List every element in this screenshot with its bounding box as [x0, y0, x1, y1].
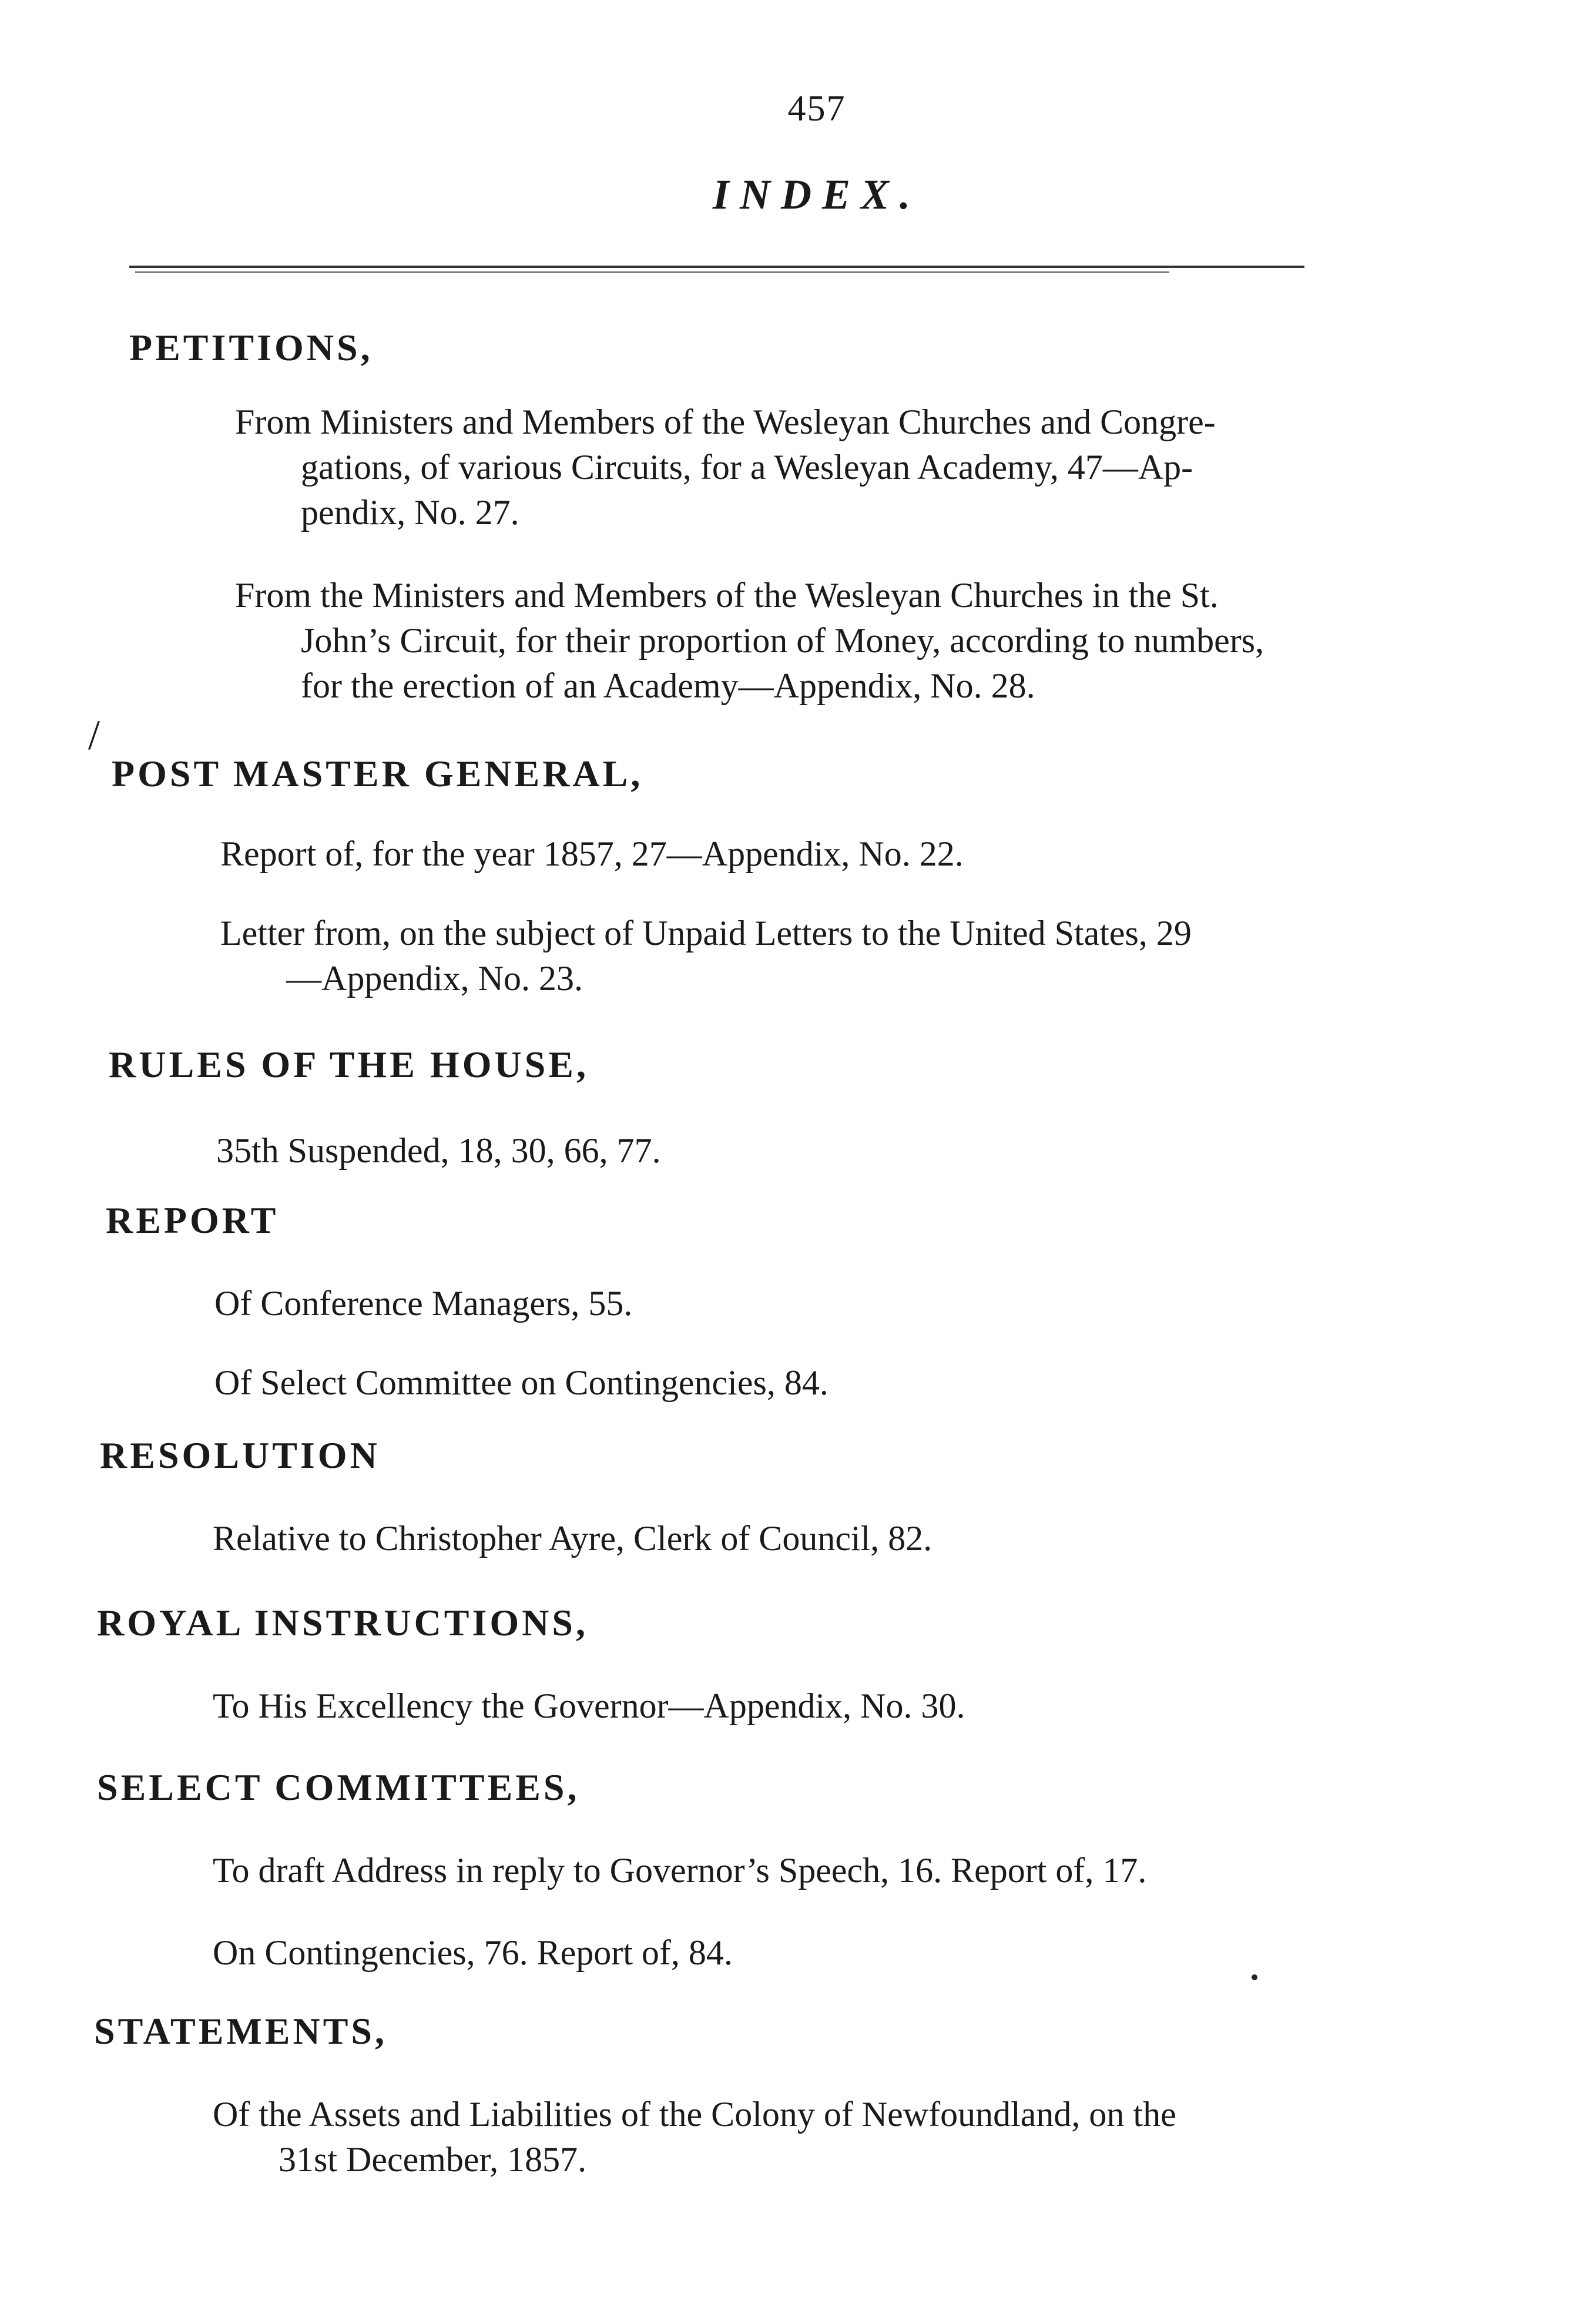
index-entry: [213, 1516, 932, 1561]
section-heading-statements: STATEMENTS,: [94, 2010, 387, 2052]
entry-line: On Contingencies, 76. Report of, 84.: [213, 1933, 733, 1972]
title-rule: [129, 266, 1304, 268]
entry-line: Relative to Christopher Ayre, Clerk of Council, 82.: [213, 1519, 932, 1558]
index-entry: [216, 1128, 661, 1173]
index-entry: [213, 1848, 1146, 1893]
index-entry: [235, 400, 1216, 535]
entry-line: gations, of various Circuits, for a Wesleyan Academy, 47—Ap-: [301, 448, 1193, 487]
entry-line: Report of, for the year 1857, 27—Appendix, No. 22.: [220, 834, 964, 873]
section-heading-rules-of-the-house: RULES OF THE HOUSE,: [109, 1044, 589, 1085]
entry-line: pendix, No. 27.: [301, 493, 519, 532]
ink-dot: [1252, 1974, 1257, 1980]
margin-mark: /: [88, 712, 100, 759]
entry-line: 31st December, 1857.: [279, 2140, 587, 2179]
page-number: 457: [787, 89, 846, 129]
section-heading-post-master-general: POST MASTER GENERAL,: [112, 753, 643, 794]
index-entry: [213, 1930, 733, 1976]
entry-line: John’s Circuit, for their proportion of Money, according to numbers,: [301, 621, 1264, 660]
entry-line: —Appendix, No. 23.: [286, 959, 583, 998]
entry-line: From Ministers and Members of the Wesleyan Churches and Congre-: [235, 403, 1216, 441]
section-heading-petitions: PETITIONS,: [129, 327, 373, 368]
entry-line: To His Excellency the Governor—Appendix, No. 30.: [213, 1686, 965, 1725]
index-entry: [214, 1281, 632, 1326]
index-entry: [235, 573, 1264, 709]
page-title: INDEX.: [712, 171, 921, 218]
entry-line: Letter from, on the subject of Unpaid Letters to the United States, 29: [220, 914, 1192, 953]
index-entry: [213, 1684, 965, 1729]
section-heading-report: REPORT: [106, 1199, 279, 1241]
entry-line: From the Ministers and Members of the Wesleyan Churches in the St.: [235, 576, 1219, 615]
index-entry: [213, 2092, 1176, 2182]
index-entry: [214, 1360, 828, 1406]
section-heading-resolution: RESOLUTION: [100, 1434, 380, 1476]
entry-line: Of Conference Managers, 55.: [214, 1284, 633, 1323]
entry-line: Of the Assets and Liabilities of the Colony of Newfoundland, on the: [213, 2095, 1176, 2134]
section-heading-select-committees: SELECT COMMITTEES,: [97, 1766, 580, 1808]
index-entry: [220, 911, 1192, 1001]
entry-line: 35th Suspended, 18, 30, 66, 77.: [216, 1131, 661, 1170]
entry-line: Of Select Committee on Contingencies, 84.: [214, 1363, 828, 1402]
entry-line: for the erection of an Academy—Appendix, No. 28.: [301, 666, 1035, 705]
title-rule-secondary: [135, 271, 1169, 273]
section-heading-royal-instructions: ROYAL INSTRUCTIONS,: [97, 1602, 588, 1644]
index-entry: [220, 831, 964, 877]
entry-line: To draft Address in reply to Governor’s Speech, 16. Report of, 17.: [213, 1851, 1147, 1890]
